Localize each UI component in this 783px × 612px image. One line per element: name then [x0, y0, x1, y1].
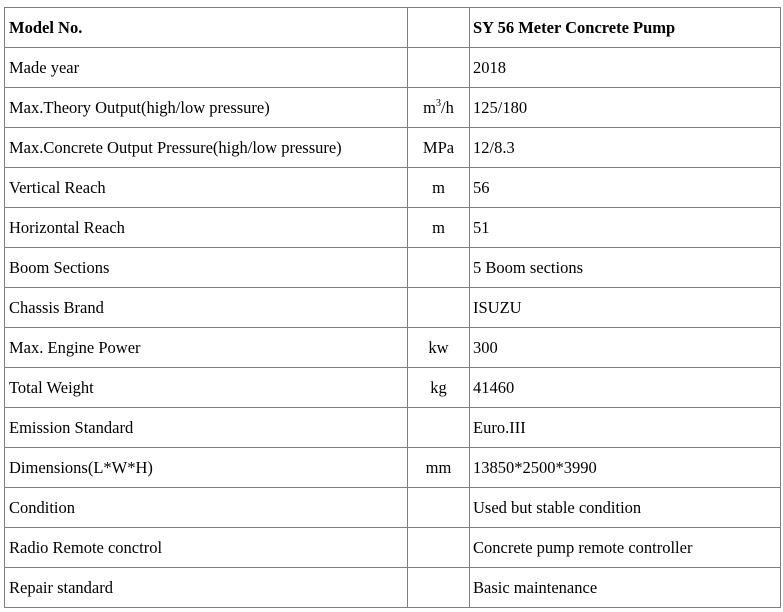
- param-label: Emission Standard: [5, 408, 408, 448]
- param-label: Max. Engine Power: [5, 328, 408, 368]
- table-row: [5, 328, 781, 368]
- table-row: [5, 88, 781, 128]
- param-label: Boom Sections: [5, 248, 408, 288]
- value-cell: Basic maintenance: [470, 568, 781, 608]
- unit-cell: m: [408, 208, 470, 248]
- unit-base: m: [423, 97, 436, 117]
- unit-cell: [408, 528, 470, 568]
- unit-cell: [408, 288, 470, 328]
- table-row: [5, 248, 781, 288]
- unit-cell: m: [408, 168, 470, 208]
- unit-cell: kw: [408, 328, 470, 368]
- header-model-label: Model No.: [5, 8, 408, 48]
- value-cell: 12/8.3: [470, 128, 781, 168]
- value-cell: 125/180: [470, 88, 781, 128]
- value-cell: Euro.III: [470, 408, 781, 448]
- table-row: [5, 448, 781, 488]
- table-row: [5, 288, 781, 328]
- unit-superscript: 3: [436, 97, 441, 109]
- unit-cell: [408, 568, 470, 608]
- unit-cell: mm: [408, 448, 470, 488]
- table-row: [5, 528, 781, 568]
- param-label: Radio Remote conctrol: [5, 528, 408, 568]
- value-cell: 2018: [470, 48, 781, 88]
- value-cell: 13850*2500*3990: [470, 448, 781, 488]
- value-cell: 300: [470, 328, 781, 368]
- param-label: Total Weight: [5, 368, 408, 408]
- header-unit-cell: [408, 8, 470, 48]
- table-row: [5, 408, 781, 448]
- param-label: Max.Theory Output(high/low pressure): [5, 88, 408, 128]
- param-label: Chassis Brand: [5, 288, 408, 328]
- value-cell: ISUZU: [470, 288, 781, 328]
- table-row: [5, 568, 781, 608]
- param-label: Vertical Reach: [5, 168, 408, 208]
- header-model-value: SY 56 Meter Concrete Pump: [470, 8, 781, 48]
- value-cell: Concrete pump remote controller: [470, 528, 781, 568]
- table-header-row: [5, 8, 781, 48]
- table-row: [5, 208, 781, 248]
- value-cell: 56: [470, 168, 781, 208]
- table-row: [5, 48, 781, 88]
- unit-cell: [408, 48, 470, 88]
- param-label: Dimensions(L*W*H): [5, 448, 408, 488]
- value-cell: 51: [470, 208, 781, 248]
- unit-tail: /h: [441, 97, 454, 117]
- value-cell: Used but stable condition: [470, 488, 781, 528]
- value-cell: 41460: [470, 368, 781, 408]
- param-label: Horizontal Reach: [5, 208, 408, 248]
- spec-table: [4, 7, 781, 608]
- table-row: [5, 488, 781, 528]
- table-row: [5, 368, 781, 408]
- param-label: Condition: [5, 488, 408, 528]
- unit-cell: [408, 248, 470, 288]
- unit-cell: [408, 488, 470, 528]
- param-label: Made year: [5, 48, 408, 88]
- param-label: Repair standard: [5, 568, 408, 608]
- value-cell: 5 Boom sections: [470, 248, 781, 288]
- unit-cell: MPa: [408, 128, 470, 168]
- table-row: [5, 128, 781, 168]
- unit-cell: kg: [408, 368, 470, 408]
- param-label: Max.Concrete Output Pressure(high/low pressure): [5, 128, 408, 168]
- table-row: [5, 168, 781, 208]
- unit-cell: [408, 408, 470, 448]
- unit-cell: [408, 88, 470, 128]
